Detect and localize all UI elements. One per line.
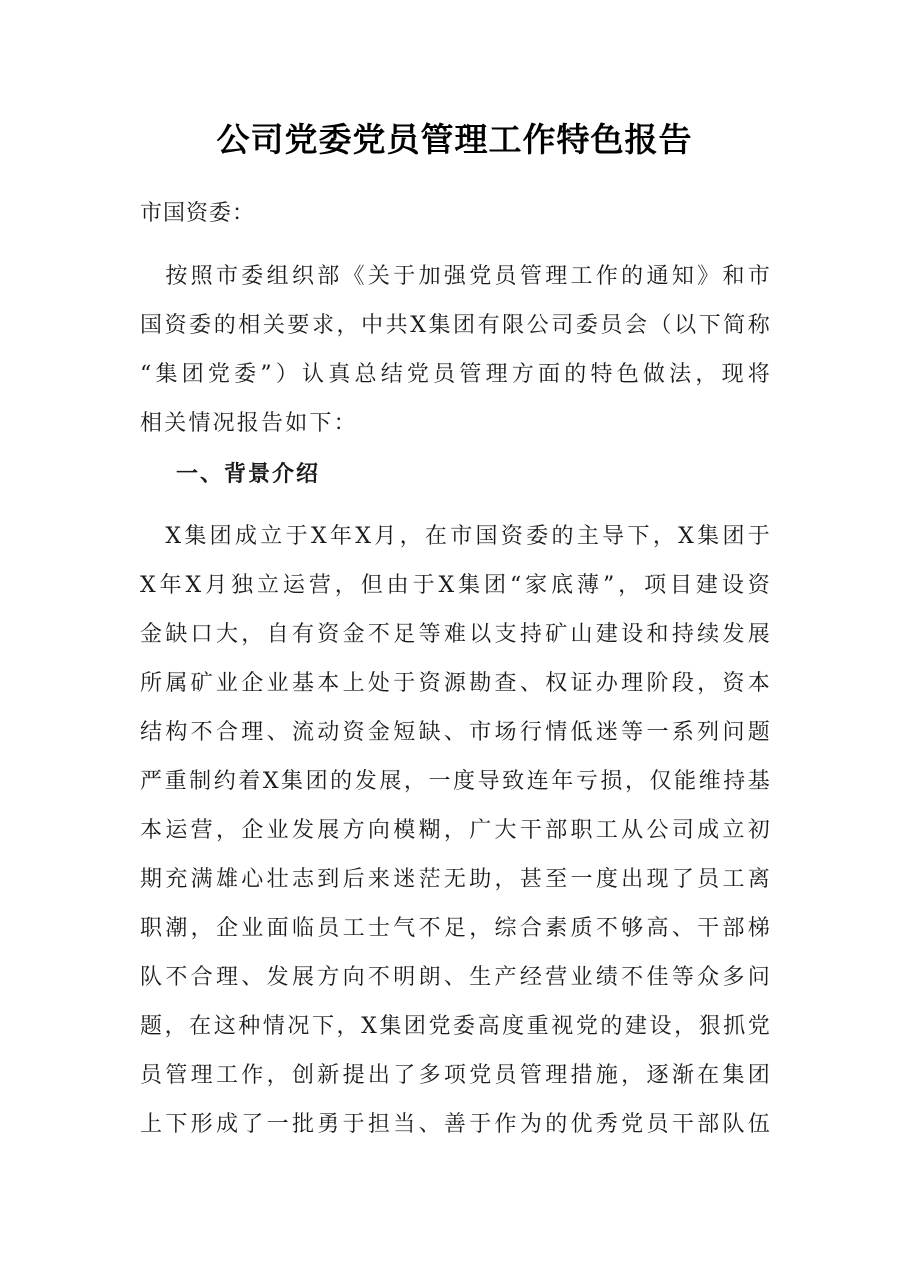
paragraph-line: 员管理工作，创新提出了多项党员管理措施，逐渐在集团: [140, 1063, 772, 1088]
intro-paragraph: [140, 252, 772, 448]
document-title: 公司党委党员管理工作特色报告: [216, 120, 693, 159]
paragraph-line: 本运营，企业发展方向模糊，广大干部职工从公司成立初: [140, 818, 772, 843]
paragraph-line: X年X月独立运营，但由于X集团“家底薄”，项目建设资: [140, 573, 772, 598]
paragraph-line: 期充满雄心壮志到后来迷茫无助，甚至一度出现了员工离: [140, 867, 772, 892]
paragraph-line: 题，在这种情况下，X集团党委高度重视党的建设，狠抓党: [140, 1014, 772, 1039]
paragraph-line: 所属矿业企业基本上处于资源勘查、权证办理阶段，资本: [140, 671, 772, 696]
paragraph-line: “集团党委”）认真总结党员管理方面的特色做法，现将: [140, 362, 772, 387]
paragraph-line: X集团成立于X年X月，在市国资委的主导下，X集团于: [140, 524, 772, 549]
paragraph-line: 按照市委组织部《关于加强党员管理工作的通知》和市: [140, 264, 772, 289]
paragraph-line: 上下形成了一批勇于担当、善于作为的优秀党员干部队伍: [140, 1112, 772, 1137]
paragraph-line: 国资委的相关要求，中共X集团有限公司委员会（以下简称: [140, 313, 772, 338]
section-heading: 一、背景介绍: [176, 461, 321, 487]
paragraph-line: 职潮，企业面临员工士气不足，综合素质不够高、干部梯: [140, 916, 772, 941]
paragraph-line: 相关情况报告如下：: [140, 411, 358, 436]
paragraph-line: 严重制约着X集团的发展，一度导致连年亏损，仅能维持基: [140, 769, 772, 794]
paragraph-line: 结构不合理、流动资金短缺、市场行情低迷等一系列问题: [140, 720, 772, 745]
paragraph-line: 队不合理、发展方向不明朗、生产经营业绩不佳等众多问: [140, 965, 772, 990]
paragraph-line: 金缺口大，自有资金不足等难以支持矿山建设和持续发展: [140, 622, 772, 647]
addressee: 市国资委：: [140, 201, 256, 226]
background-paragraph: [140, 512, 772, 1149]
